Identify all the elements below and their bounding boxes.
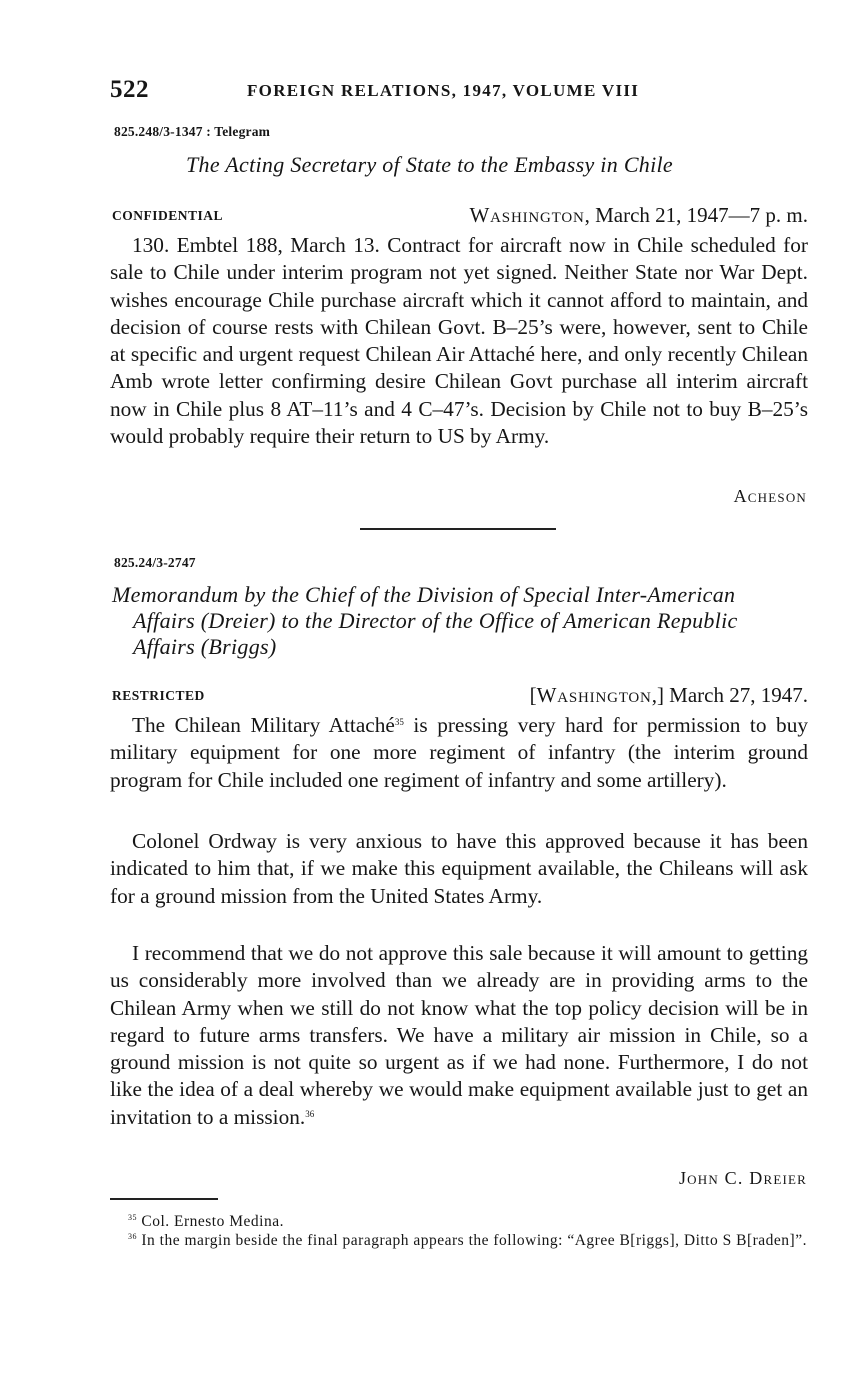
doc2-dateline-place: Washington xyxy=(536,683,652,707)
doc2-title-line1: Memorandum by the Chief of the Division of Special Inter-American xyxy=(112,582,736,607)
doc2-paragraph-1-text-a: The Chilean Military Attaché xyxy=(132,713,395,737)
footnote-35 xyxy=(110,1212,808,1231)
doc2-dateline xyxy=(530,683,808,708)
doc2-dateline-date: ,] March 27, 1947. xyxy=(651,683,808,707)
footnote-rule xyxy=(110,1198,218,1200)
doc1-classification: CONFIDENTIAL xyxy=(112,208,224,223)
doc1-body: 130. Embtel 188, March 13. Contract for aircraft now in Chile scheduled for sale to Chile under interim program not yet signed. Neither State nor War Dept. wishes encourage Chile purchase aircraft which it cannot afford to maintain, and decision of course rests with Chilean Govt. B–25’s were, however, sent to Chile at specific and urgent request Chilean Air Attaché here, and only recently Chilean Amb wrote letter confirming desire Chilean Govt purchase all interim aircraft now in Chile plus 8 AT–11’s and 4 C–47’s. Decision by Chile not to buy B–25’s would probably require their return to US by Army. xyxy=(110,233,808,449)
footnotes xyxy=(110,1212,808,1250)
doc2-dateline-open: [ xyxy=(529,683,537,707)
footnote-ref-36: 36 xyxy=(305,1108,315,1119)
doc2-classification: RESTRICTED xyxy=(112,688,205,703)
doc1-classification-line xyxy=(112,200,808,228)
footnote-ref-35: 35 xyxy=(394,717,404,727)
footnote-35-number: 35 xyxy=(128,1213,137,1222)
doc2-paragraph-3-text: I recommend that we do not approve this sale because it will amount to getting us considerably more involved than we already are in providing arms to the Chilean Army when we still do not know what the top policy decision will be in regard to future arms transfers. We have a military air mission in Chile, so a ground mission is not quite so urgent as if we had none. Furthermore, I do not like the idea of a deal whereby we would make equipment available just to get an invitation to a mission. xyxy=(110,941,808,1129)
doc2-classification-line xyxy=(112,680,808,708)
doc1-dateline-date: , March 21, 1947—7 p. m. xyxy=(584,203,808,227)
doc1-signature: Acheson xyxy=(733,486,807,506)
doc1-reference: 825.248/3-1347 : Telegram xyxy=(114,124,271,139)
page-header xyxy=(110,76,810,108)
footnote-35-text: Col. Ernesto Medina. xyxy=(137,1213,284,1230)
doc1-title: The Acting Secretary of State to the Embassy in Chile xyxy=(186,152,673,177)
footnote-36-text: In the margin beside the final paragraph appears the following: “Agree B[riggs], Ditto S B[raden]”. xyxy=(137,1232,807,1249)
doc2-title-line2: Affairs (Dreier) to the Director of the Office of American Republic xyxy=(133,608,738,633)
doc2-title-line3: Affairs (Briggs) xyxy=(133,634,277,659)
running-head: FOREIGN RELATIONS, 1947, VOLUME VIII xyxy=(247,81,640,100)
doc2-paragraph-3 xyxy=(110,940,808,1131)
footnote-36-number: 36 xyxy=(128,1232,137,1241)
doc1-dateline xyxy=(470,203,808,228)
doc2-signature: John C. Dreier xyxy=(678,1168,807,1188)
doc2-paragraph-1-text-b: is pressing very hard for permission to buy military equipment for one more regiment of infantry (the interim ground program for Chile included one regiment of infantry and some artillery). xyxy=(110,713,808,792)
doc1-dateline-place: Washington xyxy=(469,203,585,227)
page-number: 522 xyxy=(110,76,149,103)
doc2-paragraph-2: Colonel Ordway is very anxious to have this approved because it has been indicated to him that, if we make this equipment available, the Chileans will ask for a ground mission from the United States Army. xyxy=(110,829,808,908)
footnote-36 xyxy=(110,1231,808,1250)
section-divider xyxy=(360,528,556,530)
doc2-paragraph-1 xyxy=(110,712,808,794)
doc2-reference: 825.24/3-2747 xyxy=(114,555,196,570)
